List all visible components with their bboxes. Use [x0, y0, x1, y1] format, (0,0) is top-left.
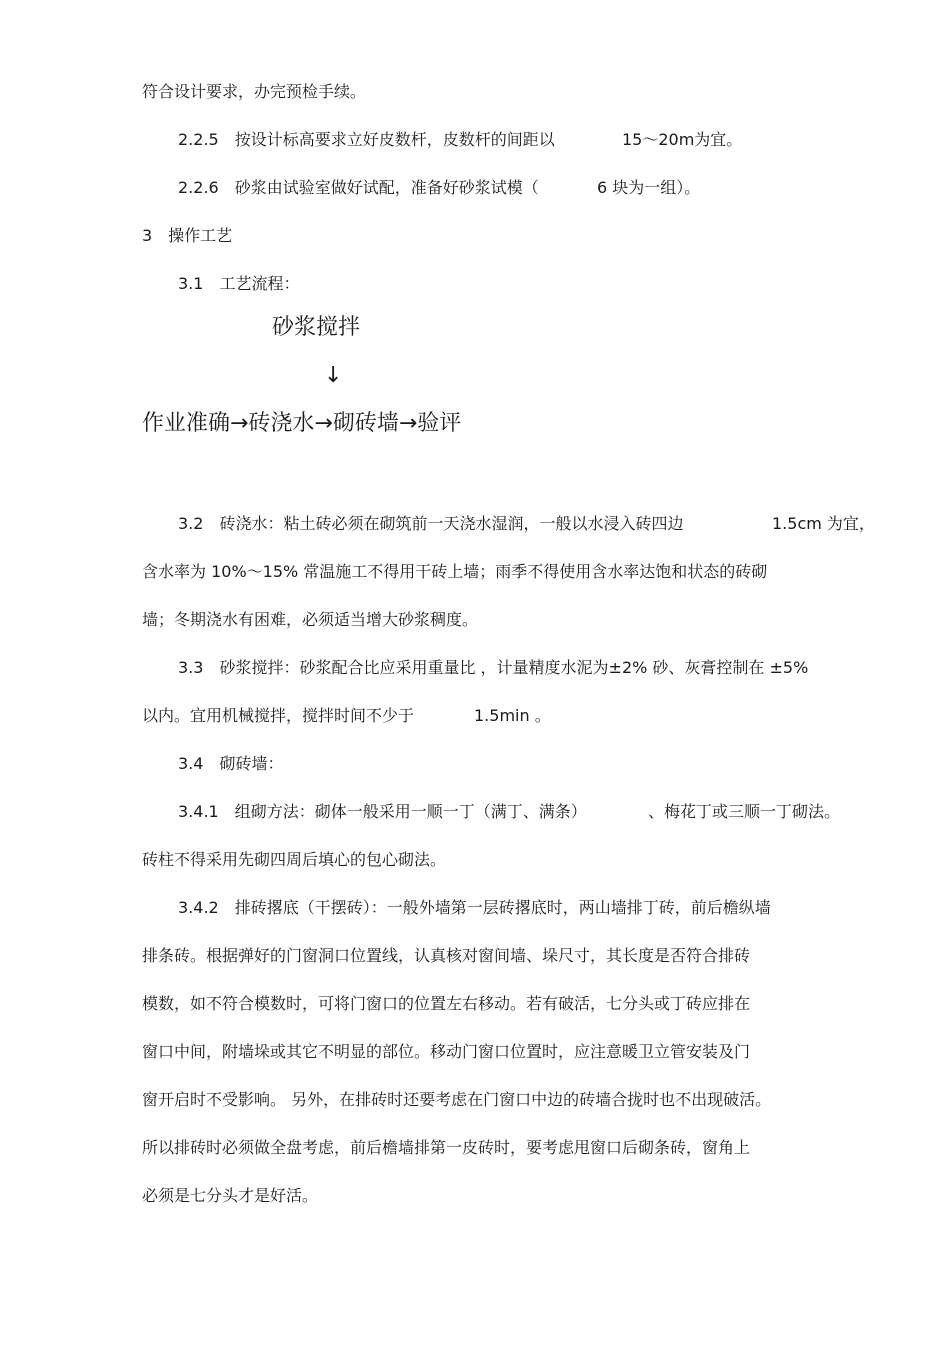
text-line: 窗口中间，附墙垛或其它不明显的部位。移动门窗口位置时，应注意暖卫立管安装及门: [142, 1042, 751, 1061]
text-line: 以内。宜用机械搅拌，搅拌时间不少于: [142, 706, 415, 725]
text-line: 2.2.5 按设计标高要求立好皮数杆，皮数杆的间距以: [178, 130, 555, 149]
text-line: 3.4.2 排砖撂底（干摆砖）：一般外墙第一层砖撂底时，两山墙排丁砖，前后檐纵墙: [178, 898, 771, 917]
text-line: 1.5min 。: [474, 706, 551, 725]
subsection-heading: 3.1 工艺流程：: [178, 274, 300, 293]
text-line: 排条砖。根据弹好的门窗洞口位置线，认真核对窗间墙、垛尺寸，其长度是否符合排砖: [142, 946, 751, 965]
section-heading: 3 操作工艺: [142, 226, 233, 245]
text-line: 3.4.1 组砌方法：砌体一般采用一顺一丁（满丁、满条）: [178, 802, 587, 821]
text-line: 含水率为 10%～15% 常温施工不得用干砖上墙；雨季不得使用含水率达饱和状态的砖砌: [142, 562, 768, 581]
text-line: 3.2 砖浇水：粘土砖必须在砌筑前一天浇水湿润，一般以水浸入砖四边: [178, 514, 684, 533]
text-line: 砖柱不得采用先砌四周后填心的包心砌法。: [142, 850, 447, 869]
text-line: 6 块为一组）。: [597, 178, 701, 197]
text-line: 墙；冬期浇水有困难，必须适当增大砂浆稠度。: [142, 610, 479, 629]
flow-main-sequence: 作业准确→砖浇水→砌砖墙→验评: [142, 411, 462, 436]
text-line: 2.2.6 砂浆由试验室做好试配，准备好砂浆试模（: [178, 178, 539, 197]
text-line: 、梅花丁或三顺一丁砌法。: [648, 802, 841, 821]
flow-down-arrow: ↓: [324, 363, 343, 388]
subsection-heading: 3.4 砌砖墙：: [178, 754, 284, 773]
text-line: 窗开启时不受影响。 另外，在排砖时还要考虑在门窗口中边的砖墙合拢时也不出现破活。: [142, 1090, 772, 1109]
text-line: 15～20m为宜。: [622, 130, 743, 149]
text-line: 所以排砖时必须做全盘考虑，前后檐墙排第一皮砖时，要考虑甩窗口后砌条砖，窗角上: [142, 1138, 751, 1157]
text-line: 必须是七分头才是好活。: [142, 1186, 319, 1205]
text-line: 符合设计要求，办完预检手续。: [142, 82, 367, 101]
text-line: 模数，如不符合模数时，可将门窗口的位置左右移动。若有破活，七分头或丁砖应排在: [142, 994, 751, 1013]
flow-top-step: 砂浆搅拌: [272, 315, 361, 340]
text-line: 3.3 砂浆搅拌：砂浆配合比应采用重量比 ，计量精度水泥为±2% 砂、灰膏控制在 ±5%: [178, 658, 809, 677]
text-line: 1.5cm 为宜，: [772, 514, 875, 533]
